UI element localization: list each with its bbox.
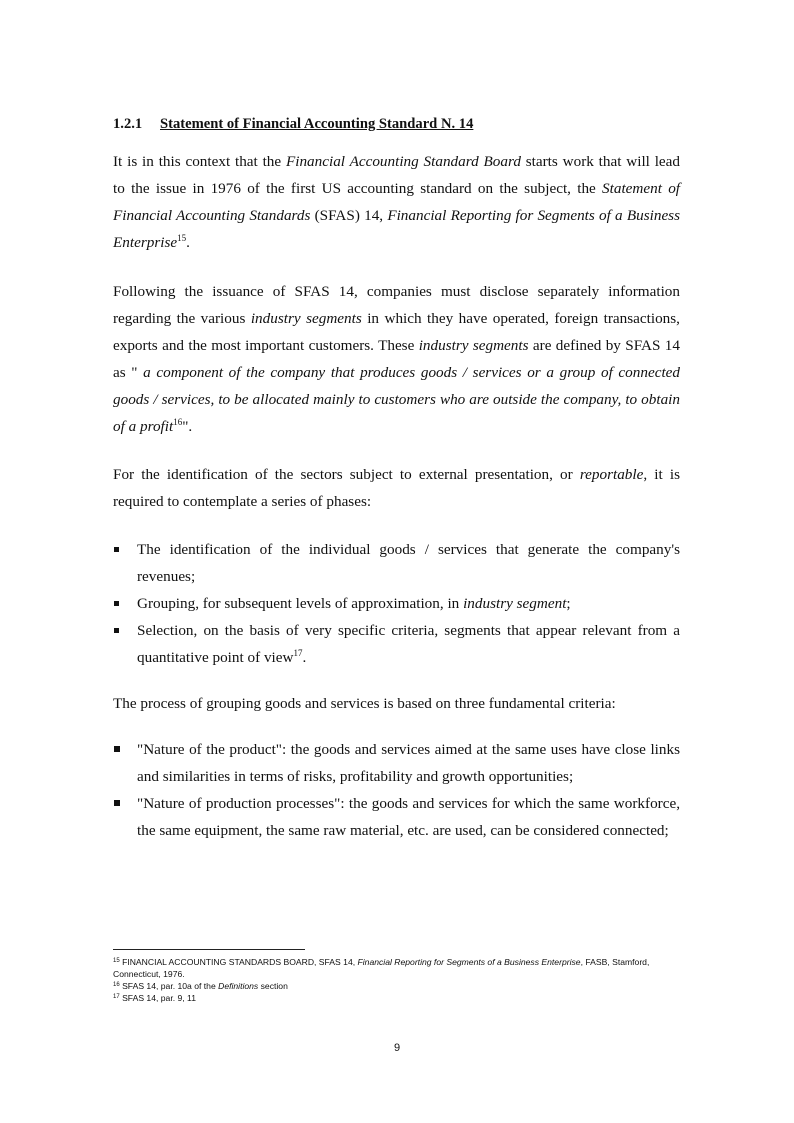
page-number: 9 <box>393 1042 401 1054</box>
footnotes <box>113 956 681 1004</box>
footnote-16: $^{16}$ SFAS 14, par. 10a of the Definitions section <box>113 981 288 991</box>
section-number: 1.2.1 <box>113 116 143 132</box>
paragraph-1: It is in this context that the Financial Accounting Standard Board starts work that will lead to the issue in 1976 of the first US accounting standard on the subject, the Statement of Financial Accounting Standards (SFAS) 14, Financial Reporting for Segments of a Business Enterprise$^{15}$. <box>113 153 681 251</box>
footnote-ref-17[interactable]: 17 <box>293 648 303 658</box>
section-title: Statement of Financial Accounting Standard N. 14 <box>160 116 474 132</box>
phases-list <box>113 536 680 671</box>
criteria-list <box>113 736 680 844</box>
footnote-ref-15[interactable]: 15 <box>177 233 187 243</box>
footnote-divider <box>113 949 305 950</box>
footnote-15: $^{15}$ FINANCIAL ACCOUNTING STANDARDS BOARD, SFAS 14, Financial Reporting for Segments of a Business Enterprise, FASB, Stamford, Connecticut, 1976. <box>113 957 650 979</box>
list-item: The identification of the individual goods / services that generate the company's revenues; <box>137 541 680 585</box>
section-heading <box>113 115 473 133</box>
paragraph-2: Following the issuance of SFAS 14, companies must disclose separately information regarding the various industry segments in which they have operated, foreign transactions, exports and the most important customers. These industry segments are defined by SFAS 14 as " a component of the company that produces goods / services or a group of connected goods / services, to be allocated mainly to customers who are outside the company, to obtain of a profit$^{16}$". <box>113 283 680 435</box>
list-item: "Nature of the product": the goods and services aimed at the same uses have close links and similarities in terms of risks, profitability and growth opportunities; <box>137 741 680 785</box>
list-item: "Nature of production processes": the goods and services for which the same workforce, the same equipment, the same raw material, etc. are used, can be considered connected; <box>137 795 680 839</box>
list-item: Selection, on the basis of very specific criteria, segments that appear relevant from a quantitative point of view$^{17}$. <box>137 622 680 666</box>
footnote-17: $^{17}$ SFAS 14, par. 9, 11 <box>113 993 196 1003</box>
paragraph-4: The process of grouping goods and services is based on three fundamental criteria: <box>113 695 616 712</box>
paragraph-3: For the identification of the sectors subject to external presentation, or reportable, it is required to contemplate a series of phases: <box>113 466 680 510</box>
footnote-ref-16[interactable]: 16 <box>173 417 183 427</box>
list-item: Grouping, for subsequent levels of approximation, in industry segment; <box>137 595 571 612</box>
